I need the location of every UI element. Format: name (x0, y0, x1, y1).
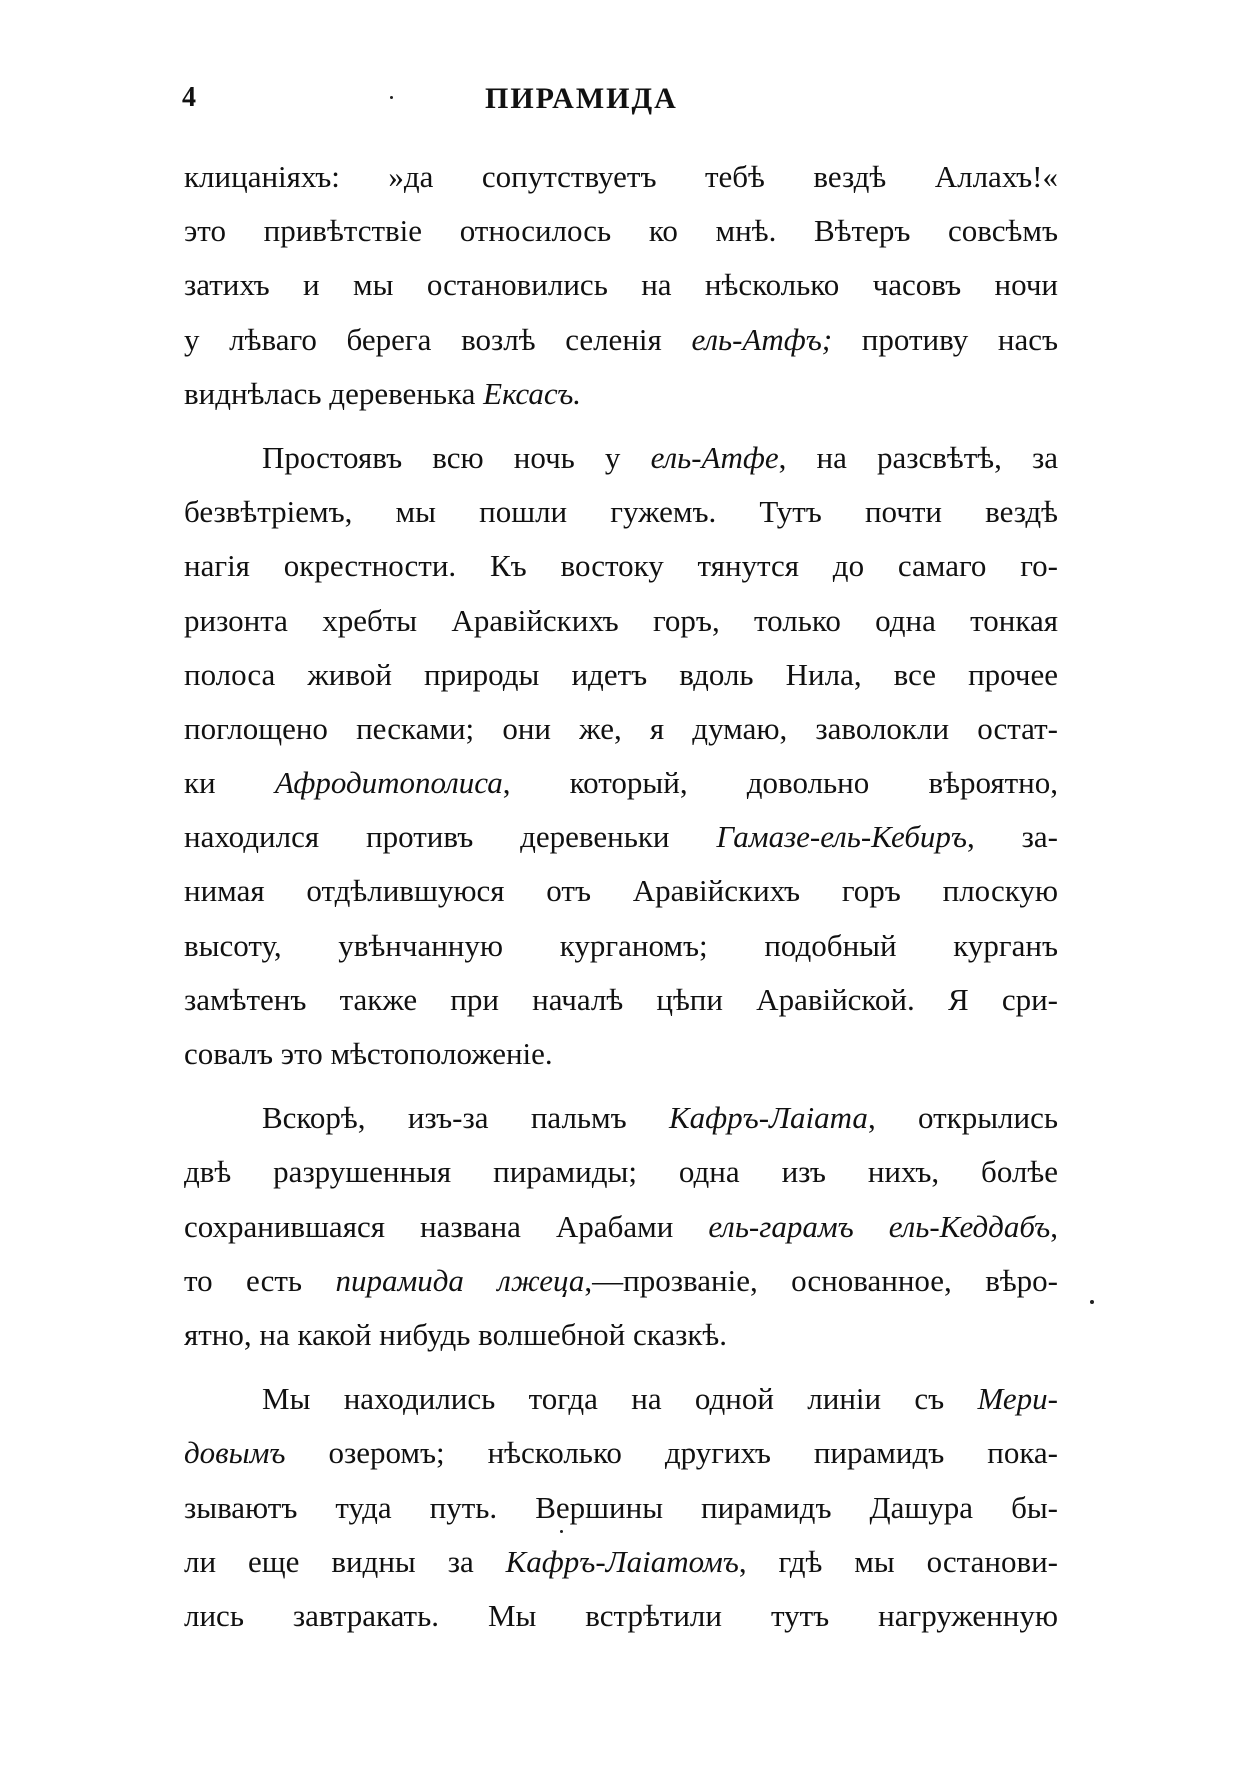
text-line (184, 367, 1058, 421)
page-number: 4 (182, 82, 196, 113)
text-line: замѣтенъ также при началѣ цѣпи Аравійской. Я сри- (184, 981, 1058, 1017)
text-line (184, 313, 1058, 367)
text-line: нагія окрестности. Къ востоку тянутся до самаго го- (184, 548, 1058, 584)
place-name: Гамазе-ель-Кебиръ (716, 819, 968, 855)
text-line: двѣ разрушенныя пирамиды; одна изъ нихъ, болѣе (184, 1154, 1058, 1190)
text-run: виднѣлась деревенька (184, 375, 484, 411)
scan-speck (1090, 1300, 1094, 1304)
running-title: ПИРАМИДА (485, 82, 678, 115)
text-line: поглощено песками; они же, я думаю, заволокли остат- (184, 710, 1058, 746)
text-run: находился противъ деревеньки (184, 819, 717, 855)
place-name: ель-гарамъ ель-Кеддабъ (708, 1208, 1051, 1244)
text-run: , за- (967, 819, 1058, 855)
text-line (184, 1200, 1058, 1254)
text-line (184, 1091, 1058, 1145)
paragraph-gap (184, 1081, 1058, 1091)
text-line (184, 756, 1058, 810)
text-line: полоса живой природы идетъ вдоль Нила, все прочее (184, 656, 1058, 692)
place-name: Ексасъ. (483, 375, 582, 411)
place-name: довымъ (184, 1435, 286, 1471)
text-line (184, 1426, 1058, 1480)
text-run: то есть (184, 1262, 336, 1298)
text-line: ризонта хребты Аравійскихъ горъ, только одна тонкая (184, 602, 1058, 638)
text-line: зываютъ туда путь. Вершины пирамидъ Дашура бы- (184, 1489, 1058, 1525)
text-line: клицаніяхъ: »да сопутствуетъ тебѣ вездѣ Аллахъ!« (184, 159, 1058, 194)
text-line: затихъ и мы остановились на нѣсколько часовъ ночи (184, 267, 1058, 303)
text-run: Простоявъ всю ночь у (262, 439, 651, 475)
text-run: ,—прозваніе, основанное, вѣро- (584, 1262, 1058, 1298)
scan-speck (390, 96, 393, 99)
text-run: озеромъ; нѣсколько другихъ пирамидъ пока- (285, 1435, 1058, 1471)
text-run: , открылись (867, 1100, 1058, 1136)
text-run: ки (184, 765, 275, 801)
place-name: Мери- (977, 1381, 1058, 1417)
page-header (180, 82, 1060, 122)
text-line: высоту, увѣнчанную курганомъ; подобный курганъ (184, 927, 1058, 963)
text-line (184, 1535, 1058, 1589)
text-run: Вскорѣ, изъ-за пальмъ (262, 1100, 670, 1136)
body-text (184, 150, 1058, 1643)
text-run: , (1050, 1208, 1058, 1244)
text-run: , на разсвѣтѣ, за (778, 439, 1058, 475)
text-line: ятно, на какой нибудь волшебной сказкѣ. (184, 1316, 727, 1352)
paragraph-gap (184, 1362, 1058, 1372)
text-run: у лѣваго берега возлѣ селенія (184, 321, 692, 357)
scan-speck (560, 1530, 563, 1533)
text-run: Мы находились тогда на одной линіи съ (262, 1381, 978, 1417)
text-line: нимая отдѣлившуюся отъ Аравійскихъ горъ плоскую (184, 873, 1058, 909)
text-line (184, 810, 1058, 864)
place-name: ель-Атфе (650, 439, 779, 475)
text-line (184, 1372, 1058, 1426)
paragraph-gap (184, 421, 1058, 431)
place-name: Кафръ-Лаіатомъ (505, 1543, 739, 1579)
text-run: , который, довольно вѣроятно, (502, 765, 1058, 801)
text-line: безвѣтріемъ, мы пошли гужемъ. Тутъ почти вездѣ (184, 494, 1058, 530)
text-line: совалъ это мѣстоположеніе. (184, 1036, 553, 1071)
term: пирамида лжеца (335, 1262, 585, 1298)
place-name: Афродитополиса (274, 765, 503, 801)
text-run: ли еще видны за (184, 1543, 506, 1579)
text-line: лись завтракать. Мы встрѣтили тутъ нагруженную (184, 1597, 1058, 1633)
text-line: это привѣтствіе относилось ко мнѣ. Вѣтеръ совсѣмъ (184, 213, 1058, 249)
place-name: ель-Атфъ; (691, 321, 833, 357)
text-line (184, 431, 1058, 485)
text-run: сохранившаяся названа Арабами (184, 1208, 709, 1244)
place-name: Кафръ-Лаіата (669, 1100, 868, 1136)
text-run: , гдѣ мы останови- (738, 1543, 1058, 1579)
text-run: противу насъ (832, 321, 1058, 357)
text-line (184, 1254, 1058, 1308)
